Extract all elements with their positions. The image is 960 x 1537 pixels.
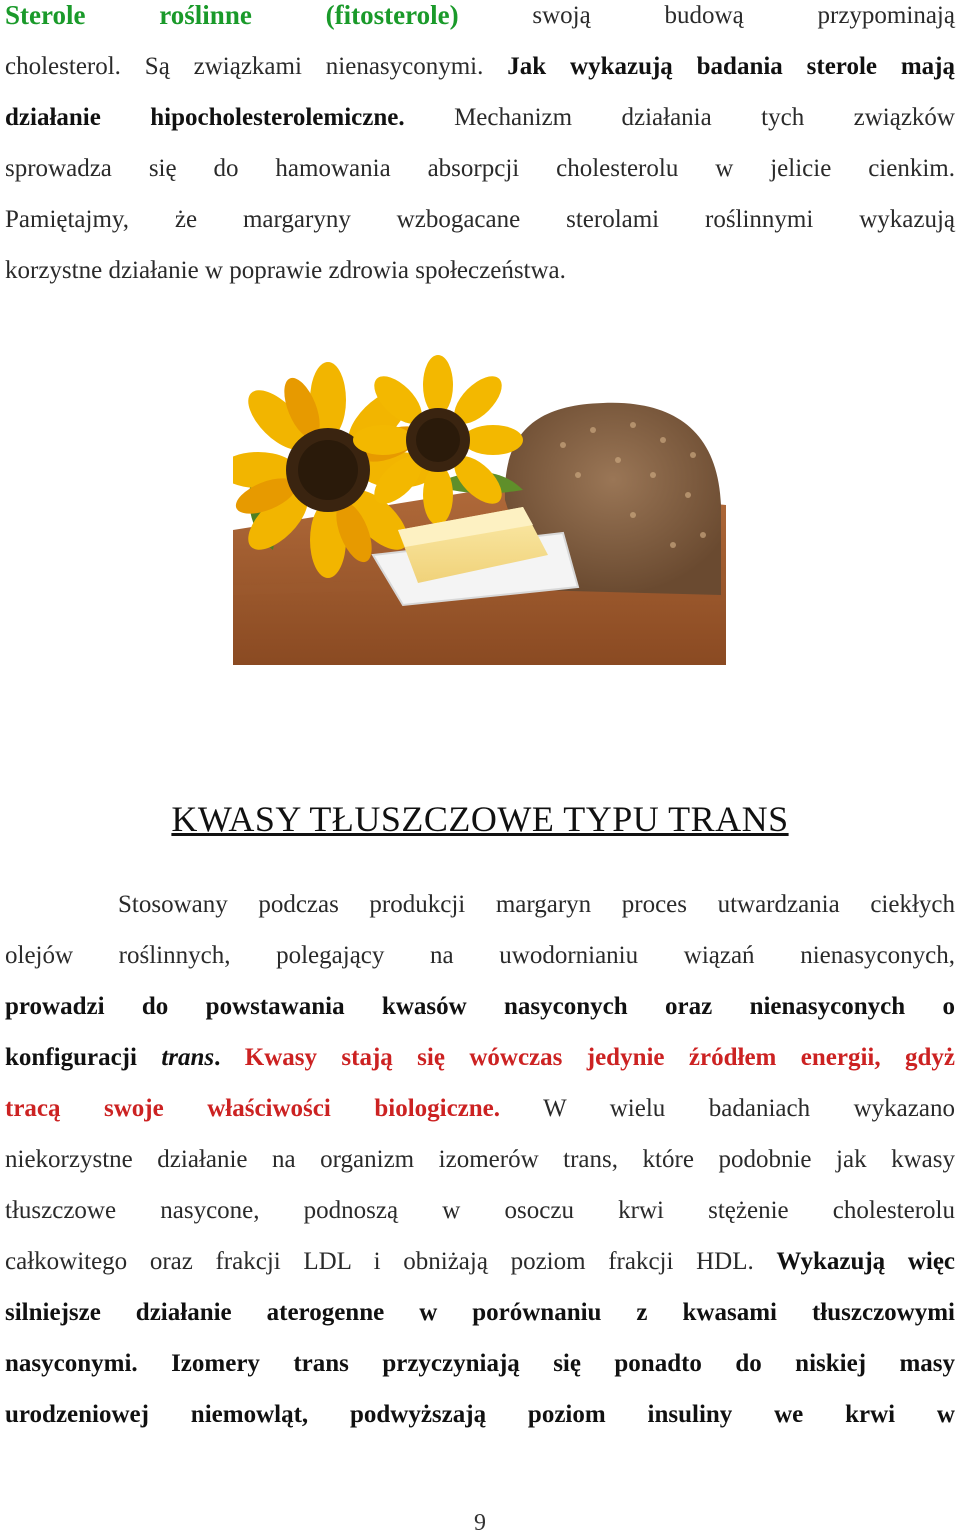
p2-line-11: urodzeniowej niemowląt, podwyższają poziom insuliny we krwi w (5, 1401, 955, 1428)
p1-line-6: korzystne działanie w poprawie zdrowia społeczeństwa. (5, 257, 566, 284)
p1-line-4: sprowadza się do hamowania absorpcji cholesterolu w jelicie cienkim. (5, 155, 955, 182)
p1-line-3: działanie hipocholesterolemiczne. Mechanizm działania tych związków (5, 104, 955, 131)
p1-line-2: cholesterol. Są związkami nienasyconymi. Jak wykazują badania sterole mają (5, 53, 956, 80)
p2-line-4: konfiguracji trans. Kwasy stają się wówczas jedynie źródłem energii, gdyż (5, 1044, 955, 1071)
p2-line-1: Stosowany podczas produkcji margaryn proces utwardzania ciekłych (118, 891, 955, 918)
p2-line-7: tłuszczowe nasycone, podnoszą w osoczu krwi stężenie cholesterolu (5, 1197, 955, 1224)
section-heading: KWASY TŁUSZCZOWE TYPU TRANS (171, 799, 789, 839)
p2-line-10: nasyconymi. Izomery trans przyczyniają się ponadto do niskiej masy (5, 1350, 955, 1377)
p2-line-8: całkowitego oraz frakcji LDL i obniżają poziom frakcji HDL. Wykazują więc (5, 1248, 956, 1275)
p2-line-3: prowadzi do powstawania kwasów nasyconych oraz nienasyconych o (5, 993, 955, 1020)
p2-line-2: olejów roślinnych, polegający na uwodornianiu wiązań nienasyconych, (5, 942, 955, 969)
sunflowers-butter-bread-image (233, 355, 726, 665)
p2-line-6: niekorzystne działanie na organizm izomerów trans, które podobnie jak kwasy (5, 1146, 955, 1173)
page-number: 9 (474, 1510, 486, 1536)
paragraph-trans-fats (5, 879, 955, 1440)
paragraph-sterols (5, 0, 955, 296)
sunflower-small (353, 355, 523, 525)
p1-line-1: Sterole roślinne (fitosterole) swoją budową przypominają (5, 0, 955, 30)
p2-line-9: silniejsze działanie aterogenne w porównaniu z kwasami tłuszczowymi (5, 1299, 955, 1326)
p1-line-5: Pamiętajmy, że margaryny wzbogacane sterolami roślinnymi wykazują (5, 206, 955, 233)
p2-line-5: tracą swoje właściwości biologiczne. W wielu badaniach wykazano (5, 1095, 955, 1122)
